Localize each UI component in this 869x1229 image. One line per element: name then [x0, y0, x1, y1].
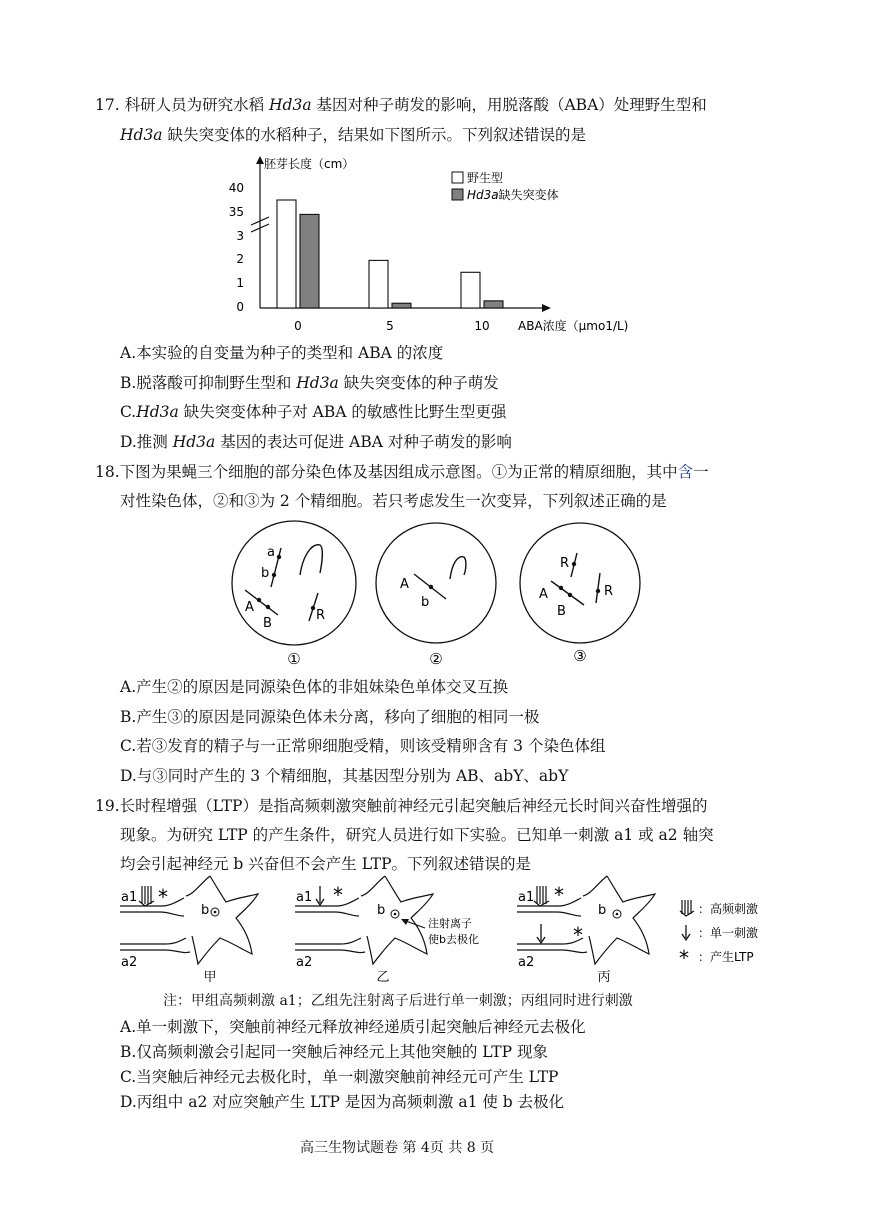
neuron-label: a2	[518, 955, 535, 970]
q19-stem-line2: 现象。为研究 LTP 的产生条件，研究人员进行如下实验。已知单一刺激 a1 或 a2 轴突	[120, 826, 714, 844]
gene-label: b	[261, 566, 270, 581]
q17-stem-line1: 17. 科研人员为研究水稻 Hd3a 基因对种子萌发的影响，用脱落酸（ABA）处理野生型和	[95, 96, 707, 114]
legend-label-mutant: Hd3a缺失突变体	[467, 188, 559, 202]
legend-swatch-wild	[452, 172, 463, 183]
q17-option-a: A.本实验的自变量为种子的类型和 ABA 的浓度	[120, 344, 444, 362]
bar-group	[277, 200, 503, 308]
panel-bing	[517, 876, 655, 985]
y-tick-label: 35	[228, 205, 244, 219]
bar-mutant-0	[300, 214, 319, 308]
cell-1	[232, 521, 356, 668]
q18-option-a: A.产生②的原因是同源染色体的非姐妹染色单体交叉互换	[120, 678, 509, 696]
q18-cell-diagram	[0, 515, 869, 675]
high-frequency-stimulus-icon	[139, 886, 154, 906]
cell-2	[376, 523, 496, 668]
neuron-label: a1	[121, 890, 138, 905]
ltp-asterisk-icon: *	[679, 946, 689, 970]
neuron-label: b	[201, 903, 210, 918]
q19-option-c: C.当突触后神经元去极化时，单一刺激突触前神经元可产生 LTP	[120, 1068, 559, 1086]
neuron-label: a1	[518, 890, 535, 905]
bar-mutant-5	[392, 303, 411, 308]
q19-option-a: A.单一刺激下，突触前神经元释放神经递质引起突触后神经元去极化	[120, 1018, 586, 1036]
gene-label: R	[604, 584, 614, 599]
x-tick-label: 10	[474, 319, 490, 333]
neuron-label: a2	[296, 955, 313, 970]
y-tick-label: 2	[236, 252, 244, 266]
x-axis-label: ABA浓度（μmo1/L)	[518, 319, 629, 333]
bar-mutant-10	[484, 301, 503, 308]
ltp-asterisk-icon: *	[554, 883, 564, 907]
cell-3	[520, 523, 640, 665]
q18-stem-line1: 18.下图为果蝇三个细胞的部分染色体及基因组成示意图。①为正常的精原细胞，其中含一	[95, 463, 709, 481]
ltp-asterisk-icon: *	[573, 923, 583, 947]
injection-note: 使b去极化	[428, 933, 479, 946]
legend-label-wild: 野生型	[467, 171, 504, 185]
y-axis-label: 胚芽长度（cm）	[264, 157, 355, 171]
q17-bar-chart	[0, 150, 869, 350]
neuron-label: a2	[121, 955, 138, 970]
q19-stem-line1: 19.长时程增强（LTP）是指高频刺激突触前神经元引起突触后神经元长时间兴奋性增强的	[95, 797, 708, 815]
q19-note: 注：甲组高频刺激 a1；乙组先注射离子后进行单一刺激；丙组同时进行刺激	[163, 993, 633, 1009]
gene-label: A	[400, 577, 409, 592]
neuron-label: b	[377, 903, 386, 918]
q19-legend	[679, 900, 758, 970]
y-tick-label: 1	[236, 276, 244, 290]
gene-label: A	[245, 600, 254, 615]
x-axis-arrow	[542, 304, 551, 312]
q19-option-d: D.丙组中 a2 对应突触产生 LTP 是因为高频刺激 a1 使 b 去极化	[120, 1093, 565, 1111]
cell-label: ③	[573, 647, 587, 665]
gene-label: R	[560, 556, 570, 571]
neuron-label: b	[598, 903, 607, 918]
gene-label: a	[267, 545, 275, 560]
q18-option-d: D.与③同时产生的 3 个精细胞，其基因型分别为 AB、abY、abY	[120, 767, 569, 785]
injection-note: 注射离子	[428, 917, 472, 930]
page-footer: 高三生物试题卷 第 4页 共 8 页	[300, 1140, 495, 1156]
legend-single: ：单一刺激	[698, 926, 759, 940]
y-tick-label: 0	[236, 300, 244, 314]
panel-label: 乙	[376, 970, 390, 985]
legend-high-frequency: ：高频刺激	[698, 902, 759, 916]
q19-option-b: B.仅高频刺激会引起同一突触后神经元上其他突触的 LTP 现象	[120, 1043, 548, 1061]
bar-wild-type-5	[369, 260, 388, 308]
bar-wild-type-0	[277, 200, 296, 308]
q17-stem-line2: Hd3a 缺失突变体的水稻种子，结果如下图所示。下列叙述错误的是	[120, 126, 586, 144]
q19-stem-line3: 均会引起神经元 b 兴奋但不会产生 LTP。下列叙述错误的是	[120, 855, 532, 873]
high-frequency-stimulus-icon	[680, 900, 694, 916]
legend-swatch-mutant	[452, 189, 463, 200]
gene-label: B	[263, 616, 272, 631]
q18-option-c: C.若③发育的精子与一正常卵细胞受精，则该受精卵含有 3 个染色体组	[120, 737, 606, 755]
q18-stem-line2: 对性染色体，②和③为 2 个精细胞。若只考虑发生一次变异，下列叙述正确的是	[120, 492, 667, 510]
gene-label: R	[316, 608, 326, 623]
q17-option-b: B.脱落酸可抑制野生型和 Hd3a 缺失突变体的种子萌发	[120, 374, 499, 392]
neuron-label: a1	[296, 890, 313, 905]
single-stimulus-icon	[316, 886, 324, 905]
ltp-asterisk-icon: *	[158, 885, 168, 909]
q17-option-c: C.Hd3a 缺失突变体种子对 ABA 的敏感性比野生型更强	[120, 403, 507, 421]
gene-label: b	[421, 595, 430, 610]
cell-label: ①	[287, 650, 301, 668]
q19-neuron-diagram	[0, 872, 869, 987]
gene-label: A	[539, 587, 548, 602]
panel-jia	[120, 876, 258, 985]
q18-option-b: B.产生③的原因是同源染色体未分离，移向了细胞的相同一极	[120, 708, 540, 726]
legend-ltp: ：产生LTP	[698, 950, 754, 964]
gene-label: B	[557, 604, 566, 619]
x-tick-label: 0	[294, 319, 302, 333]
q17-option-d: D.推测 Hd3a 基因的表达可促进 ABA 对种子萌发的影响	[120, 433, 512, 451]
y-tick-label: 40	[228, 181, 244, 195]
bar-wild-type-10	[461, 272, 480, 308]
single-stimulus-icon	[537, 924, 545, 943]
panel-label: 丙	[597, 970, 611, 985]
y-axis-arrow	[256, 156, 264, 164]
ltp-asterisk-icon: *	[333, 883, 343, 907]
x-tick-label: 5	[386, 319, 394, 333]
high-frequency-stimulus-icon	[534, 886, 549, 906]
y-tick-label: 3	[236, 229, 244, 243]
panel-label: 甲	[203, 970, 217, 985]
cell-label: ②	[429, 650, 443, 668]
panel-yi	[295, 876, 479, 985]
